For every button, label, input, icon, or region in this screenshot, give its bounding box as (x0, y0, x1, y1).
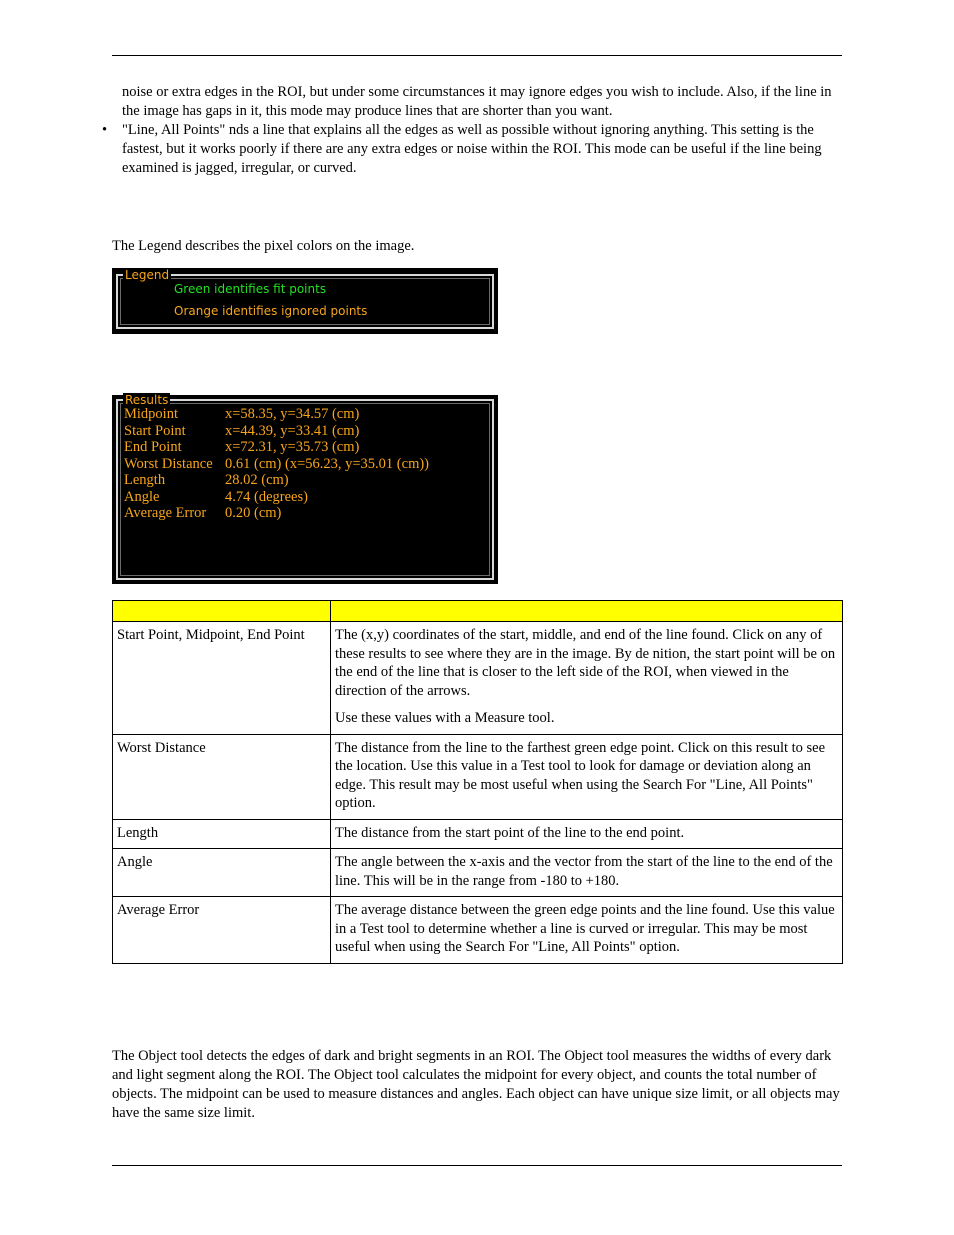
result-row[interactable] (124, 406, 359, 423)
result-label: Start Point (124, 423, 186, 439)
result-value: x=44.39, y=33.41 (cm) (225, 423, 360, 439)
result-label: Angle (124, 489, 160, 505)
table-cell-result: Worst Distance (113, 734, 331, 819)
result-row[interactable] (124, 439, 359, 456)
description-text: The angle between the x-axis and the vector from the start of the line to the end of the line. This will be in the range from -180 to +180. (335, 854, 833, 889)
result-label: Worst Distance (124, 456, 213, 472)
legend-title: Legend (125, 268, 170, 282)
result-value: 0.61 (cm) (x=56.23, y=35.01 (cm)) (225, 456, 430, 472)
description-text: The (x,y) coordinates of the start, middle, and end of the line found. Click on any of these results to see where they are in the image. By de nition, the start point will be on the end of the line that is closer to the left side of the ROI, when viewed in the direction of the arrows. (335, 627, 836, 699)
result-row[interactable] (124, 423, 359, 440)
result-label: Midpoint (124, 406, 178, 422)
results-table (112, 600, 843, 964)
description-text: The distance from the start point of the line to the end point. (335, 824, 685, 841)
table-row (113, 849, 843, 897)
results-title: Results (125, 393, 169, 407)
bullet-line-all-points: • "Line, All Points" nds a line that explains all the edges as well as possible without ignoring anything. This setting is the fastest, but it works poorly if there are any extra edges or noise within the ROI. This mode can be useful if the line being examined is jagged, irregular, or curved. (112, 121, 844, 178)
table-cell-description (331, 734, 843, 819)
result-label: Average Error (124, 505, 207, 521)
table-cell-description (331, 897, 843, 964)
table-cell-description (331, 622, 843, 735)
result-value: x=72.31, y=35.73 (cm) (225, 439, 360, 455)
search-mode-list (112, 83, 844, 178)
table-row (113, 819, 843, 849)
table-cell-description (331, 819, 843, 849)
result-label: End Point (124, 439, 182, 455)
table-cell-description (331, 849, 843, 897)
result-row[interactable] (124, 489, 308, 506)
legend-green-text: Green identifies fit points (174, 282, 327, 296)
result-row[interactable] (124, 505, 281, 522)
description-text: The distance from the line to the farthest green edge point. Click on this result to see the location. Use this value in a Test tool to look for damage or deviation along an edge. This result may be most useful when using the Search For "Line, All Points" option. (335, 739, 826, 811)
result-label: Length (124, 472, 166, 488)
table-header-cell (331, 601, 843, 622)
legend-panel (112, 268, 498, 334)
legend-intro: The Legend describes the pixel colors on the image. (112, 238, 415, 254)
result-row[interactable] (124, 456, 429, 473)
footer-rule (112, 1165, 842, 1166)
legend-orange-text: Orange identifies ignored points (174, 304, 368, 318)
result-value: 0.20 (cm) (225, 505, 282, 521)
table-row (113, 734, 843, 819)
table-row (113, 622, 843, 735)
table-header-row (113, 601, 843, 622)
description-text: The average distance between the green edge points and the line found. Use this value in a Test tool to determine whether a line is curved or irregular. This may be most useful when using the Search For "Line, All Points" option. (335, 902, 835, 955)
table-cell-result: Angle (113, 849, 331, 897)
table-header-cell (113, 601, 331, 622)
table-cell-result: Start Point, Midpoint, End Point (113, 622, 331, 735)
table-cell-result: Length (113, 819, 331, 849)
header-rule (112, 55, 842, 56)
description-text: Use these values with a Measure tool. (335, 710, 555, 726)
bullet-continuation: noise or extra edges in the ROI, but under some circumstances it may ignore edges you wish to include. Also, if the line in the image has gaps in it, this mode may produce lines that are shorter than you want. (122, 84, 832, 119)
result-value: 4.74 (degrees) (225, 489, 308, 505)
result-value: x=58.35, y=34.57 (cm) (225, 406, 360, 422)
table-cell-result: Average Error (113, 897, 331, 964)
result-value: 28.02 (cm) (225, 472, 289, 488)
object-tool-paragraph: The Object tool detects the edges of dark and bright segments in an ROI. The Object tool measures the widths of every dark and light segment along the ROI. The Object tool calculates the midpoint for every object, and counts the total number of objects. The midpoint can be used to measure distances and angles. Each object can have unique size limit, or all objects may have the same size limit. (112, 1048, 840, 1121)
table-row (113, 897, 843, 964)
result-row[interactable] (124, 472, 289, 489)
